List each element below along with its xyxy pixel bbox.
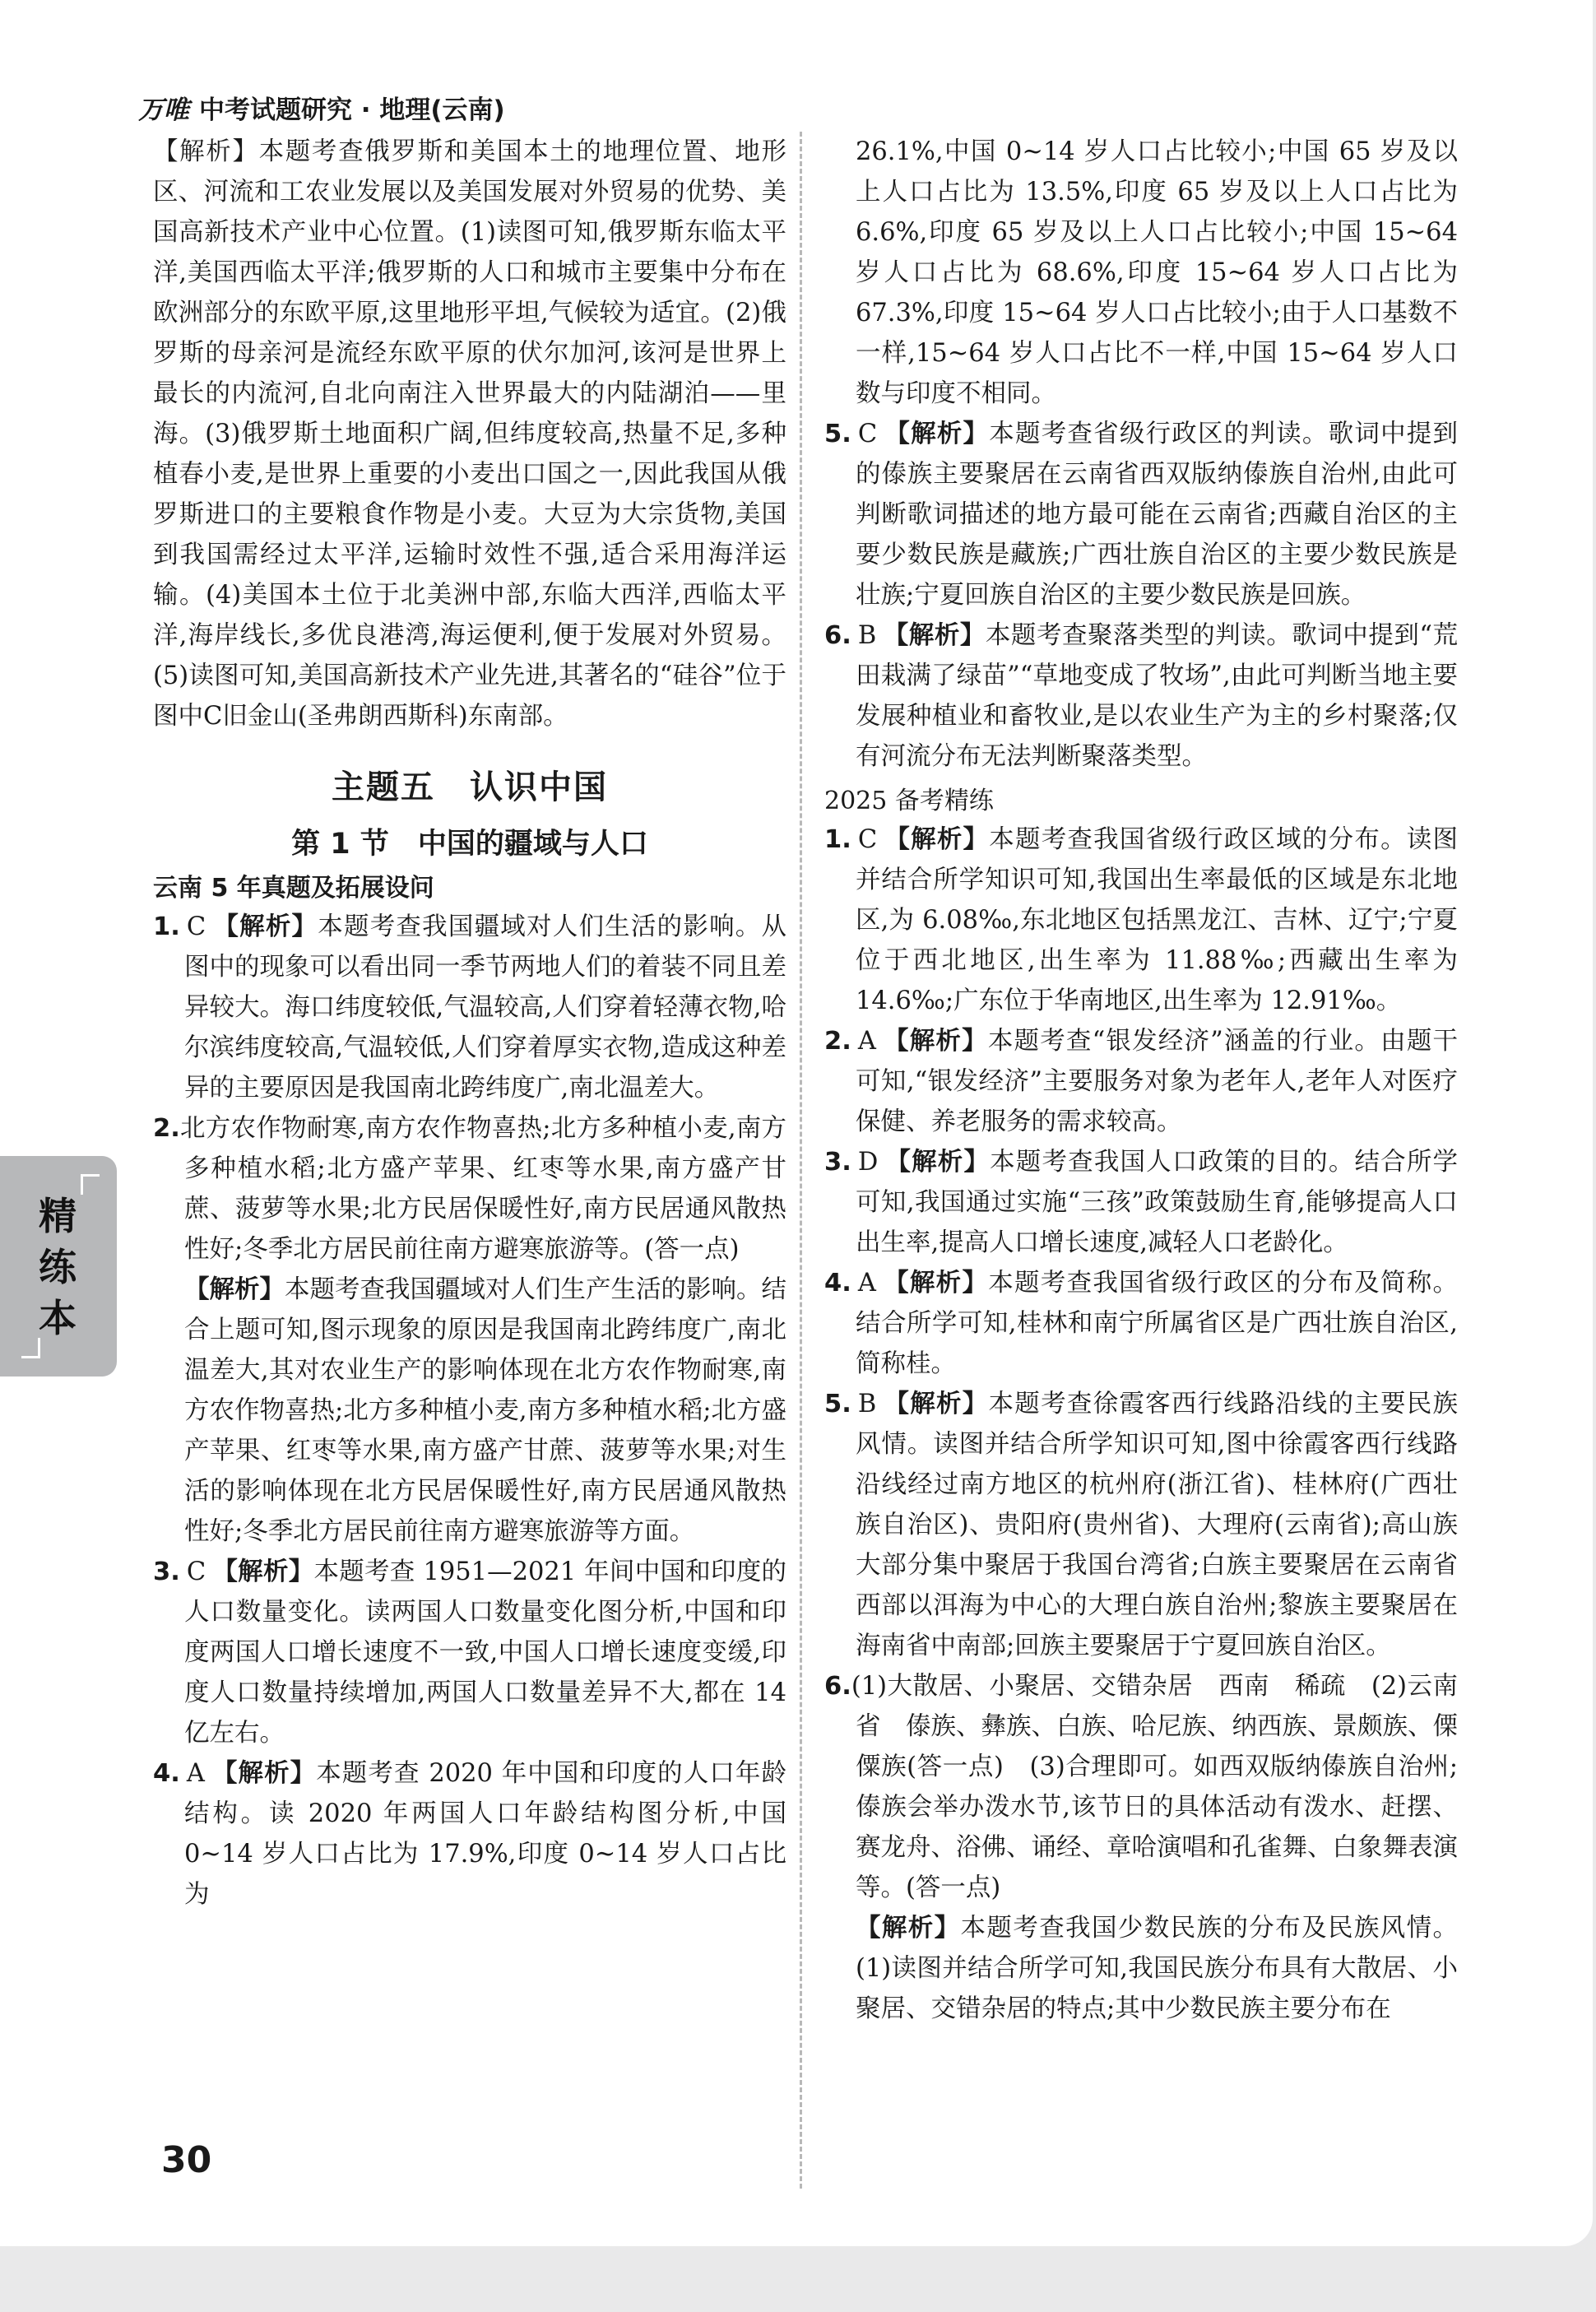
item-text: 本题考查徐霞客西行线路沿线的主要民族风情。读图并结合所学知识可知,图中徐霞客西行线路沿线经过南方地区的杭州府(浙江省)、桂林府(广西壮族自治区)、贵阳府(贵州省)、大理府(云南省);高山族大部分集中聚居于我国台湾省;白族主要聚居在云南省西部以洱海为中心的大理白族自治州;黎族主要聚居在海南省中南部;回族主要聚居于宁夏回族自治区。 [856,1390,1459,1660]
header-title: 中考试题研究 · 地理(云南) [199,95,505,125]
practice-item-1 [824,819,1458,1021]
item-text: 本题考查我国少数民族的分布及民族风情。(1)读图并结合所学可知,我国民族分布具有大散居、小聚居、交错杂居的特点;其中少数民族主要分布在 [856,1914,1459,2023]
analysis-tag: 【解析】 [856,1914,961,1943]
analysis-tag: 【解析】 [212,912,318,941]
item-answer: C [186,1558,206,1586]
left-item-2 [153,1108,786,1270]
left-item-4 [153,1753,786,1915]
section-title: 第 1 节 中国的疆域与人口 [291,828,648,861]
practice-item-6 [824,1666,1458,1908]
practice-item-5 [824,1384,1458,1666]
item-text: 本题考查省级行政区的判读。歌词中提到的傣族主要聚居在云南省西双版纳傣族自治州,由此可判断歌词描述的地方最可能在云南省;西藏自治区的主要少数民族是藏族;广西壮族自治区的主要少数民族是壮族;宁夏回族自治区的主要少数民族是回族。 [856,420,1459,610]
intro-analysis: 【解析】本题考查俄罗斯和美国本土的地理位置、地形区、河流和工农业发展以及美国发展对外贸易的优势、美国高新技术产业中心位置。(1)读图可知,俄罗斯东临太平洋,美国西临太平洋;俄罗斯的人口和城市主要集中分布在欧洲部分的东欧平原,这里地形平坦,气候较为适宜。(2)俄罗斯的母亲河是流经东欧平原的伏尔加河,该河是世界上最长的内流河,自北向南注入世界最大的内陆湖泊——里海。(3)俄罗斯土地面积广阔,但纬度较高,热量不足,多种植春小麦,是世界上重要的小麦出口国之一,因此我国从俄罗斯进口的主要粮食作物是小麦。大豆为大宗货物,美国到我国需经过太平洋,运输时效性不强,适合采用海洋运输。(4)美国本土位于北美洲中部,东临大西洋,西临太平洋,海岸线长,多优良港湾,海运便利,便于发展对外贸易。(5)读图可知,美国高新技术产业先进,其著名的“硅谷”位于图中C旧金山(圣弗朗西斯科)东南部。 [153,137,786,731]
right-column [824,132,1458,2029]
right-item-5 [824,414,1458,615]
item-text: 本题考查 1951—2021 年间中国和印度的人口数量变化。读两国人口数量变化图分析,中国和印度两国人口增长速度不一致,中国人口增长速度变缓,印度人口数量持续增加,两国人口数量差异不大,都在 14 亿左右。 [184,1558,786,1748]
analysis-tag: 【解析】 [882,1027,988,1056]
item-text: 本题考查 2020 年中国和印度的人口年龄结构。读 2020 年两国人口年龄结构图分析,中国 0~14 岁人口占比为 17.9%,印度 0~14 岁人口占比为 [184,1759,786,1909]
item-number: 3. [153,1558,180,1586]
sub-title-2025: 2025 备考精练 [824,787,994,815]
item-text: 本题考查我国省级行政区域的分布。读图并结合所学知识可知,我国出生率最低的区域是东北地区,为 6.08‰,东北地区包括黑龙江、吉林、辽宁;宁夏位于西北地区,出生率为 11.88‰;西藏出生率为 14.6‰;广东位于华南地区,出生率为 12.91‰。 [856,825,1459,1015]
item-number: 1. [824,825,851,854]
analysis-tag: 【解析】 [884,1148,991,1177]
practice-item-6-analysis [824,1908,1458,2029]
item-answer: C [857,420,878,448]
item-number: 4. [153,1759,180,1788]
left-item-1 [153,907,786,1108]
continuation-text: 26.1%,中国 0~14 岁人口占比较小;中国 65 岁及以上人口占比为 13.5%,印度 65 岁及以上人口占比为 6.6%,印度 65 岁及以上人口占比较小;中国 15~64 岁人口占比为 68.6%,印度 15~64 岁人口占比为 67.3%,印度 15~64 岁人口占比较小;由于人口基数不一样,15~64 岁人口占比不一样,中国 15~64 岁人口数与印度不相同。 [856,137,1458,408]
left-column [153,132,786,1915]
item-answer: C [857,825,878,854]
analysis-tag: 【解析】 [884,825,990,854]
analysis-tag: 【解析】 [184,1275,285,1304]
analysis-tag: 【解析】 [211,1759,317,1788]
analysis-tag: 【解析】 [212,1558,314,1586]
item-answer: B [857,621,877,650]
page-header [138,89,505,125]
item-number: 3. [824,1148,851,1177]
right-item-6 [824,615,1458,777]
item-text: 北方农作物耐寒,南方农作物喜热;北方多种植小麦,南方多种植水稻;北方盛产苹果、红枣等水果,南方盛产甘蔗、菠萝等水果;北方民居保暖性好,南方民居通风散热性好;冬季北方居民前往南方避寒旅游等。(答一点) [179,1114,786,1264]
item-answer: A [857,1269,876,1298]
item-answer: B [857,1390,877,1418]
page-number: 30 [161,2139,212,2181]
item-text: 本题考查我国疆域对人们生产生活的影响。结合上题可知,图示现象的原因是我国南北跨纬度广,南北温差大,其对农业生产的影响体现在北方农作物耐寒,南方农作物喜热;北方多种植小麦,南方多种植水稻;北方盛产苹果、红枣等水果,南方盛产甘蔗、菠萝等水果;对生活的影响体现在北方民居保暖性好,南方民居通风散热性好;冬季北方居民前往南方避寒旅游等方面。 [184,1275,786,1546]
item-number: 1. [153,912,180,941]
item-number: 4. [824,1269,851,1298]
brand-logo: 万唯 [138,95,189,125]
item-answer: A [186,1759,205,1788]
item-text: 本题考查聚落类型的判读。歌词中提到“荒田栽满了绿苗”“草地变成了牧场”,由此可判断当地主要发展种植业和畜牧业,是以农业生产为主的乡村聚落;仅有河流分布无法判断聚落类型。 [856,621,1459,771]
left-item-2-analysis [153,1270,786,1552]
left-item-3 [153,1552,786,1753]
item-text: 本题考查我国疆域对人们生活的影响。从图中的现象可以看出同一季节两地人们的着装不同且差异较大。海口纬度较低,气温较高,人们穿着轻薄衣物,哈尔滨纬度较高,气温较低,人们穿着厚实衣物,造成这种差异的主要原因是我国南北跨纬度广,南北温差大。 [184,912,787,1103]
bracket-decoration [81,1174,100,1195]
column-divider [800,132,802,2189]
sub-title-yunnan: 云南 5 年真题及拓展设问 [153,874,434,903]
practice-item-2 [824,1021,1458,1142]
item-number: 2. [824,1027,851,1056]
theme-title: 主题五 认识中国 [332,768,608,806]
analysis-tag: 【解析】 [884,420,990,448]
side-tab [0,1156,117,1377]
item-answer: A [857,1027,876,1056]
side-tab-label: 精练本 [39,1194,77,1340]
item-text: 本题考查我国人口政策的目的。结合所学可知,我国通过实施“三孩”政策鼓励生育,能够提高人口出生率,提高人口增长速度,减轻人口老龄化。 [856,1148,1459,1257]
analysis-tag: 【解析】 [882,1269,989,1298]
item-text: 本题考查“银发经济”涵盖的行业。由题干可知,“银发经济”主要服务对象为老年人,老年人对医疗保健、养老服务的需求较高。 [856,1027,1459,1136]
practice-item-4 [824,1263,1458,1384]
item-number: 6. [824,621,851,650]
bracket-decoration [21,1338,40,1358]
item-number: 5. [824,420,851,448]
item-answer: C [186,912,206,941]
item-answer: D [857,1148,879,1177]
item-text: 本题考查我国省级行政区的分布及简称。结合所学可知,桂林和南宁所属省区是广西壮族自治区,简称桂。 [856,1269,1459,1378]
practice-item-3 [824,1142,1458,1263]
item-text: (1)大散居、小聚居、交错杂居 西南 稀疏 (2)云南省 傣族、彝族、白族、哈尼族、纳西族、景颇族、傈僳族(答一点) (3)合理即可。如西双版纳傣族自治州;傣族会举办泼水节,该节日的具体活动有泼水、赶摆、赛龙舟、浴佛、诵经、章哈演唱和孔雀舞、白象舞表演等。(答一点) [851,1672,1458,1902]
analysis-tag: 【解析】 [883,621,986,650]
item-number: 5. [824,1390,851,1418]
item-number: 6. [824,1672,851,1701]
item-number: 2. [153,1114,180,1143]
analysis-tag: 【解析】 [883,1390,989,1418]
